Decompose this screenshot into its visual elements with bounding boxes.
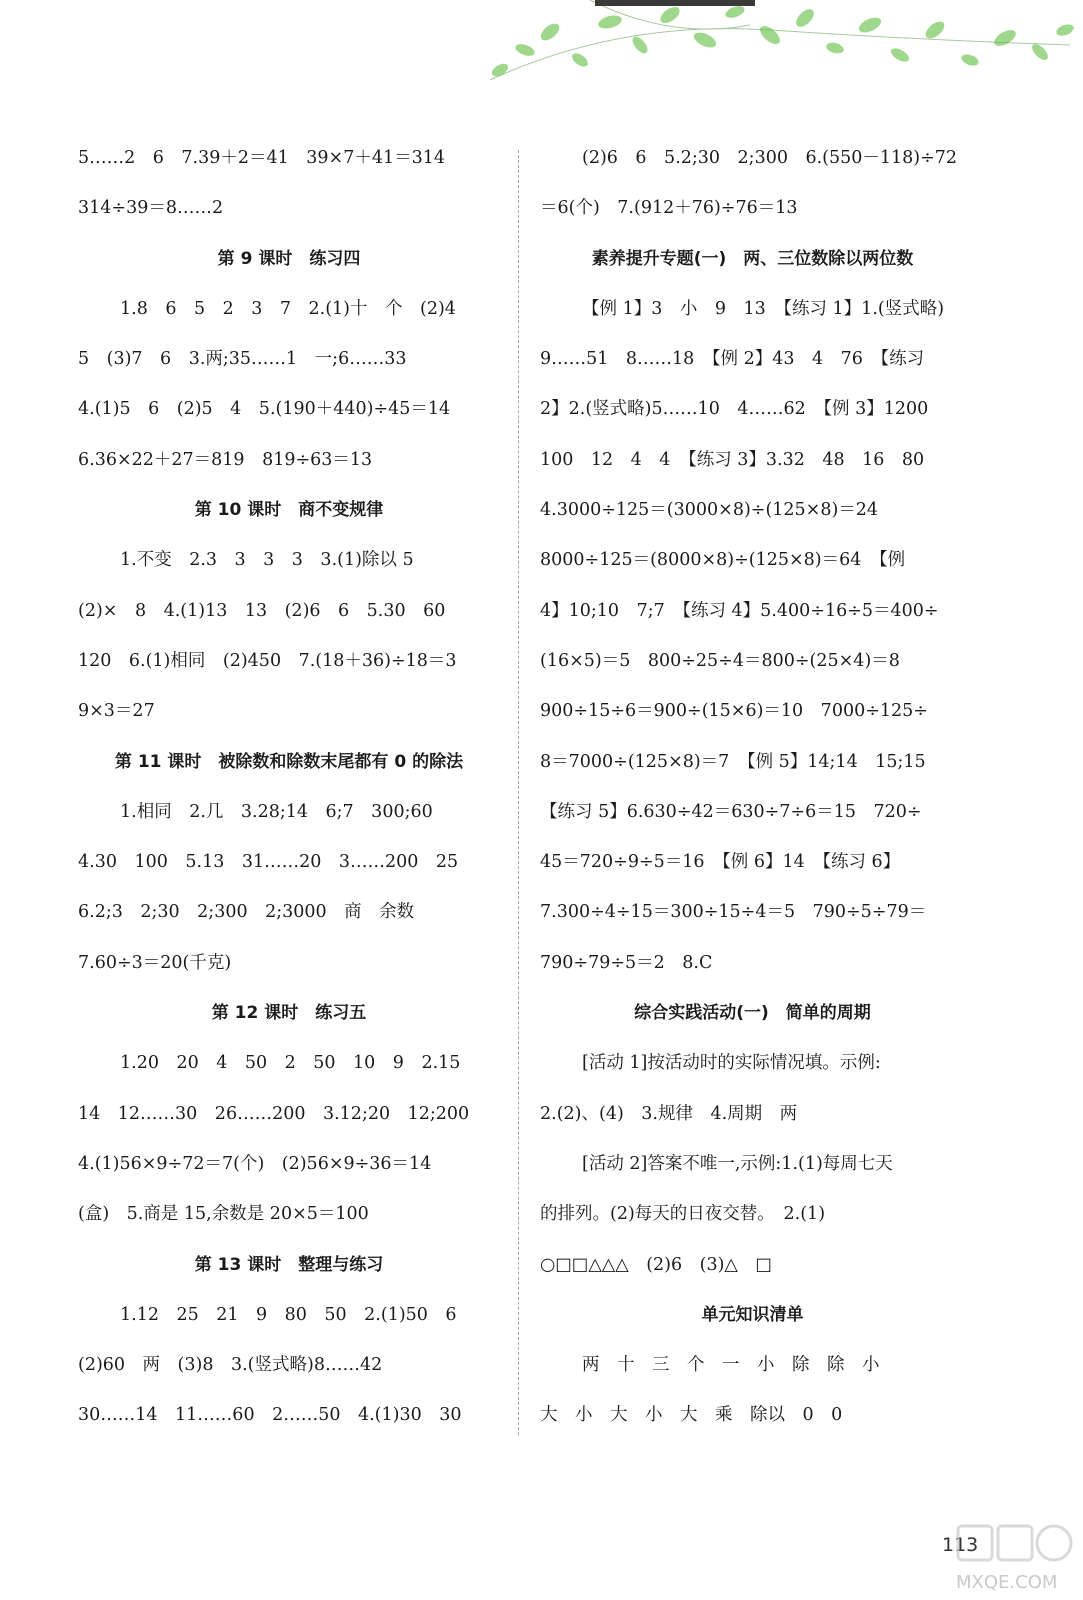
right-answer-line: [活动 1]按活动时的实际情况填。示例:: [582, 1053, 881, 1074]
right-answer-line: 900÷15÷6＝900÷(15×6)＝10 7000÷125÷: [540, 701, 928, 722]
left-answer-line: 7.60÷3＝20(千克): [78, 952, 232, 973]
right-answer-line: 45＝720÷9÷5＝16 【例 6】14 【练习 6】: [540, 852, 901, 873]
right-answer-line: 【练习 5】6.630÷42＝630÷7÷6＝15 720÷: [540, 801, 922, 822]
right-answer-line: ＝6(个) 7.(912＋76)÷76＝13: [540, 198, 798, 219]
right-answer-line: 2】2.(竖式略)5……10 4……62 【例 3】1200: [540, 399, 929, 420]
left-answer-line: 30……14 11……60 2……50 4.(1)30 30: [78, 1405, 462, 1426]
left-section-heading: 第 13 课时 整理与练习: [194, 1254, 384, 1275]
left-answer-line: 6.2;3 2;30 2;300 2;3000 商 余数: [78, 902, 415, 923]
right-column: [540, 133, 965, 1441]
right-answer-line: (16×5)＝5 800÷25÷4＝800÷(25×4)＝8: [540, 650, 900, 671]
right-answer-line: [活动 2]答案不唯一,示例:1.(1)每周七天: [582, 1153, 893, 1174]
right-section-heading: 单元知识清单: [701, 1304, 804, 1325]
right-answer-line: 100 12 4 4 【练习 3】3.32 48 16 80: [540, 449, 925, 470]
right-answer-line: 4.3000÷125＝(3000×8)÷(125×8)＝24: [540, 500, 879, 521]
watermark-logo: [950, 1520, 1080, 1598]
left-answer-line: 1.12 25 21 9 80 50 2.(1)50 6: [120, 1304, 457, 1325]
right-answer-line: 2.(2)、(4) 3.规律 4.周期 两: [540, 1103, 798, 1124]
right-answer-line: 7.300÷4÷15＝300÷15÷4＝5 790÷5÷79＝: [540, 902, 927, 923]
left-section-heading: 第 12 课时 练习五: [211, 1003, 367, 1024]
right-answer-line: 大 小 大 小 大 乘 除以 0 0: [540, 1405, 843, 1426]
left-answer-line: 1.20 20 4 50 2 50 10 9 2.15: [120, 1053, 461, 1074]
left-answer-line: 120 6.(1)相同 (2)450 7.(18＋36)÷18＝3: [78, 650, 457, 671]
left-answer-line: 4.(1)5 6 (2)5 4 5.(190＋440)÷45＝14: [78, 399, 451, 420]
right-section-heading: 综合实践活动(一) 简单的周期: [634, 1003, 871, 1024]
left-column: [78, 133, 500, 1441]
left-answer-line: (2)× 8 4.(1)13 13 (2)6 6 5.30 60: [78, 600, 446, 621]
left-section-heading: 第 11 课时 被除数和除数末尾都有 0 的除法: [114, 751, 464, 772]
right-answer-line: 9……51 8……18 【例 2】43 4 76 【练习: [540, 349, 925, 370]
page-number: 113: [942, 1534, 979, 1556]
left-answer-line: 5 (3)7 6 3.两;35……1 一;6……33: [78, 349, 407, 370]
right-answer-line: 的排列。(2)每天的日夜交替。 2.(1): [540, 1204, 826, 1225]
left-answer-line: 6.36×22＋27＝819 819÷63＝13: [78, 449, 373, 470]
left-section-heading: 第 9 课时 练习四: [217, 248, 361, 269]
right-answer-line: ○□□△△△ (2)6 (3)△ □: [540, 1254, 772, 1275]
left-answer-line: 9×3＝27: [78, 701, 155, 722]
left-answer-line: 5……2 6 7.39＋2＝41 39×7＋41＝314: [78, 148, 446, 168]
left-answer-line: 4.(1)56×9÷72＝7(个) (2)56×9÷36＝14: [78, 1153, 432, 1174]
left-answer-line: 1.相同 2.几 3.28;14 6;7 300;60: [120, 801, 433, 822]
left-answer-line: 1.不变 2.3 3 3 3 3.(1)除以 5: [120, 550, 414, 571]
svg-text:MXQE.COM: MXQE.COM: [956, 1572, 1058, 1593]
left-answer-line: 314÷39＝8……2: [78, 198, 224, 219]
left-answer-line: (2)60 两 (3)8 3.(竖式略)8……42: [78, 1355, 383, 1376]
right-answer-line: (2)6 6 5.2;30 2;300 6.(550－118)÷72: [582, 148, 958, 168]
right-answer-line: 8000÷125＝(8000×8)÷(125×8)＝64 【例: [540, 550, 906, 571]
right-answer-line: 两 十 三 个 一 小 除 除 小: [582, 1355, 880, 1376]
left-answer-line: 1.8 6 5 2 3 7 2.(1)十 个 (2)4: [120, 298, 456, 319]
left-section-heading: 第 10 课时 商不变规律: [194, 500, 384, 521]
left-answer-line: 4.30 100 5.13 31……20 3……200 25: [78, 852, 459, 873]
left-answer-line: 14 12……30 26……200 3.12;20 12;200: [78, 1103, 470, 1124]
right-answer-line: 【例 1】3 小 9 13 【练习 1】1.(竖式略): [582, 298, 945, 319]
right-section-heading: 素养提升专题(一) 两、三位数除以两位数: [591, 248, 914, 269]
right-answer-line: 790÷79÷5＝2 8.C: [540, 952, 713, 973]
right-answer-line: 4】10;10 7;7 【练习 4】5.400÷16÷5＝400÷: [540, 600, 939, 621]
right-answer-line: 8＝7000÷(125×8)＝7 【例 5】14;14 15;15: [540, 751, 926, 772]
column-divider: [518, 150, 519, 1435]
leaf-decoration: [470, 0, 1083, 110]
left-answer-line: (盒) 5.商是 15,余数是 20×5＝100: [78, 1204, 369, 1225]
